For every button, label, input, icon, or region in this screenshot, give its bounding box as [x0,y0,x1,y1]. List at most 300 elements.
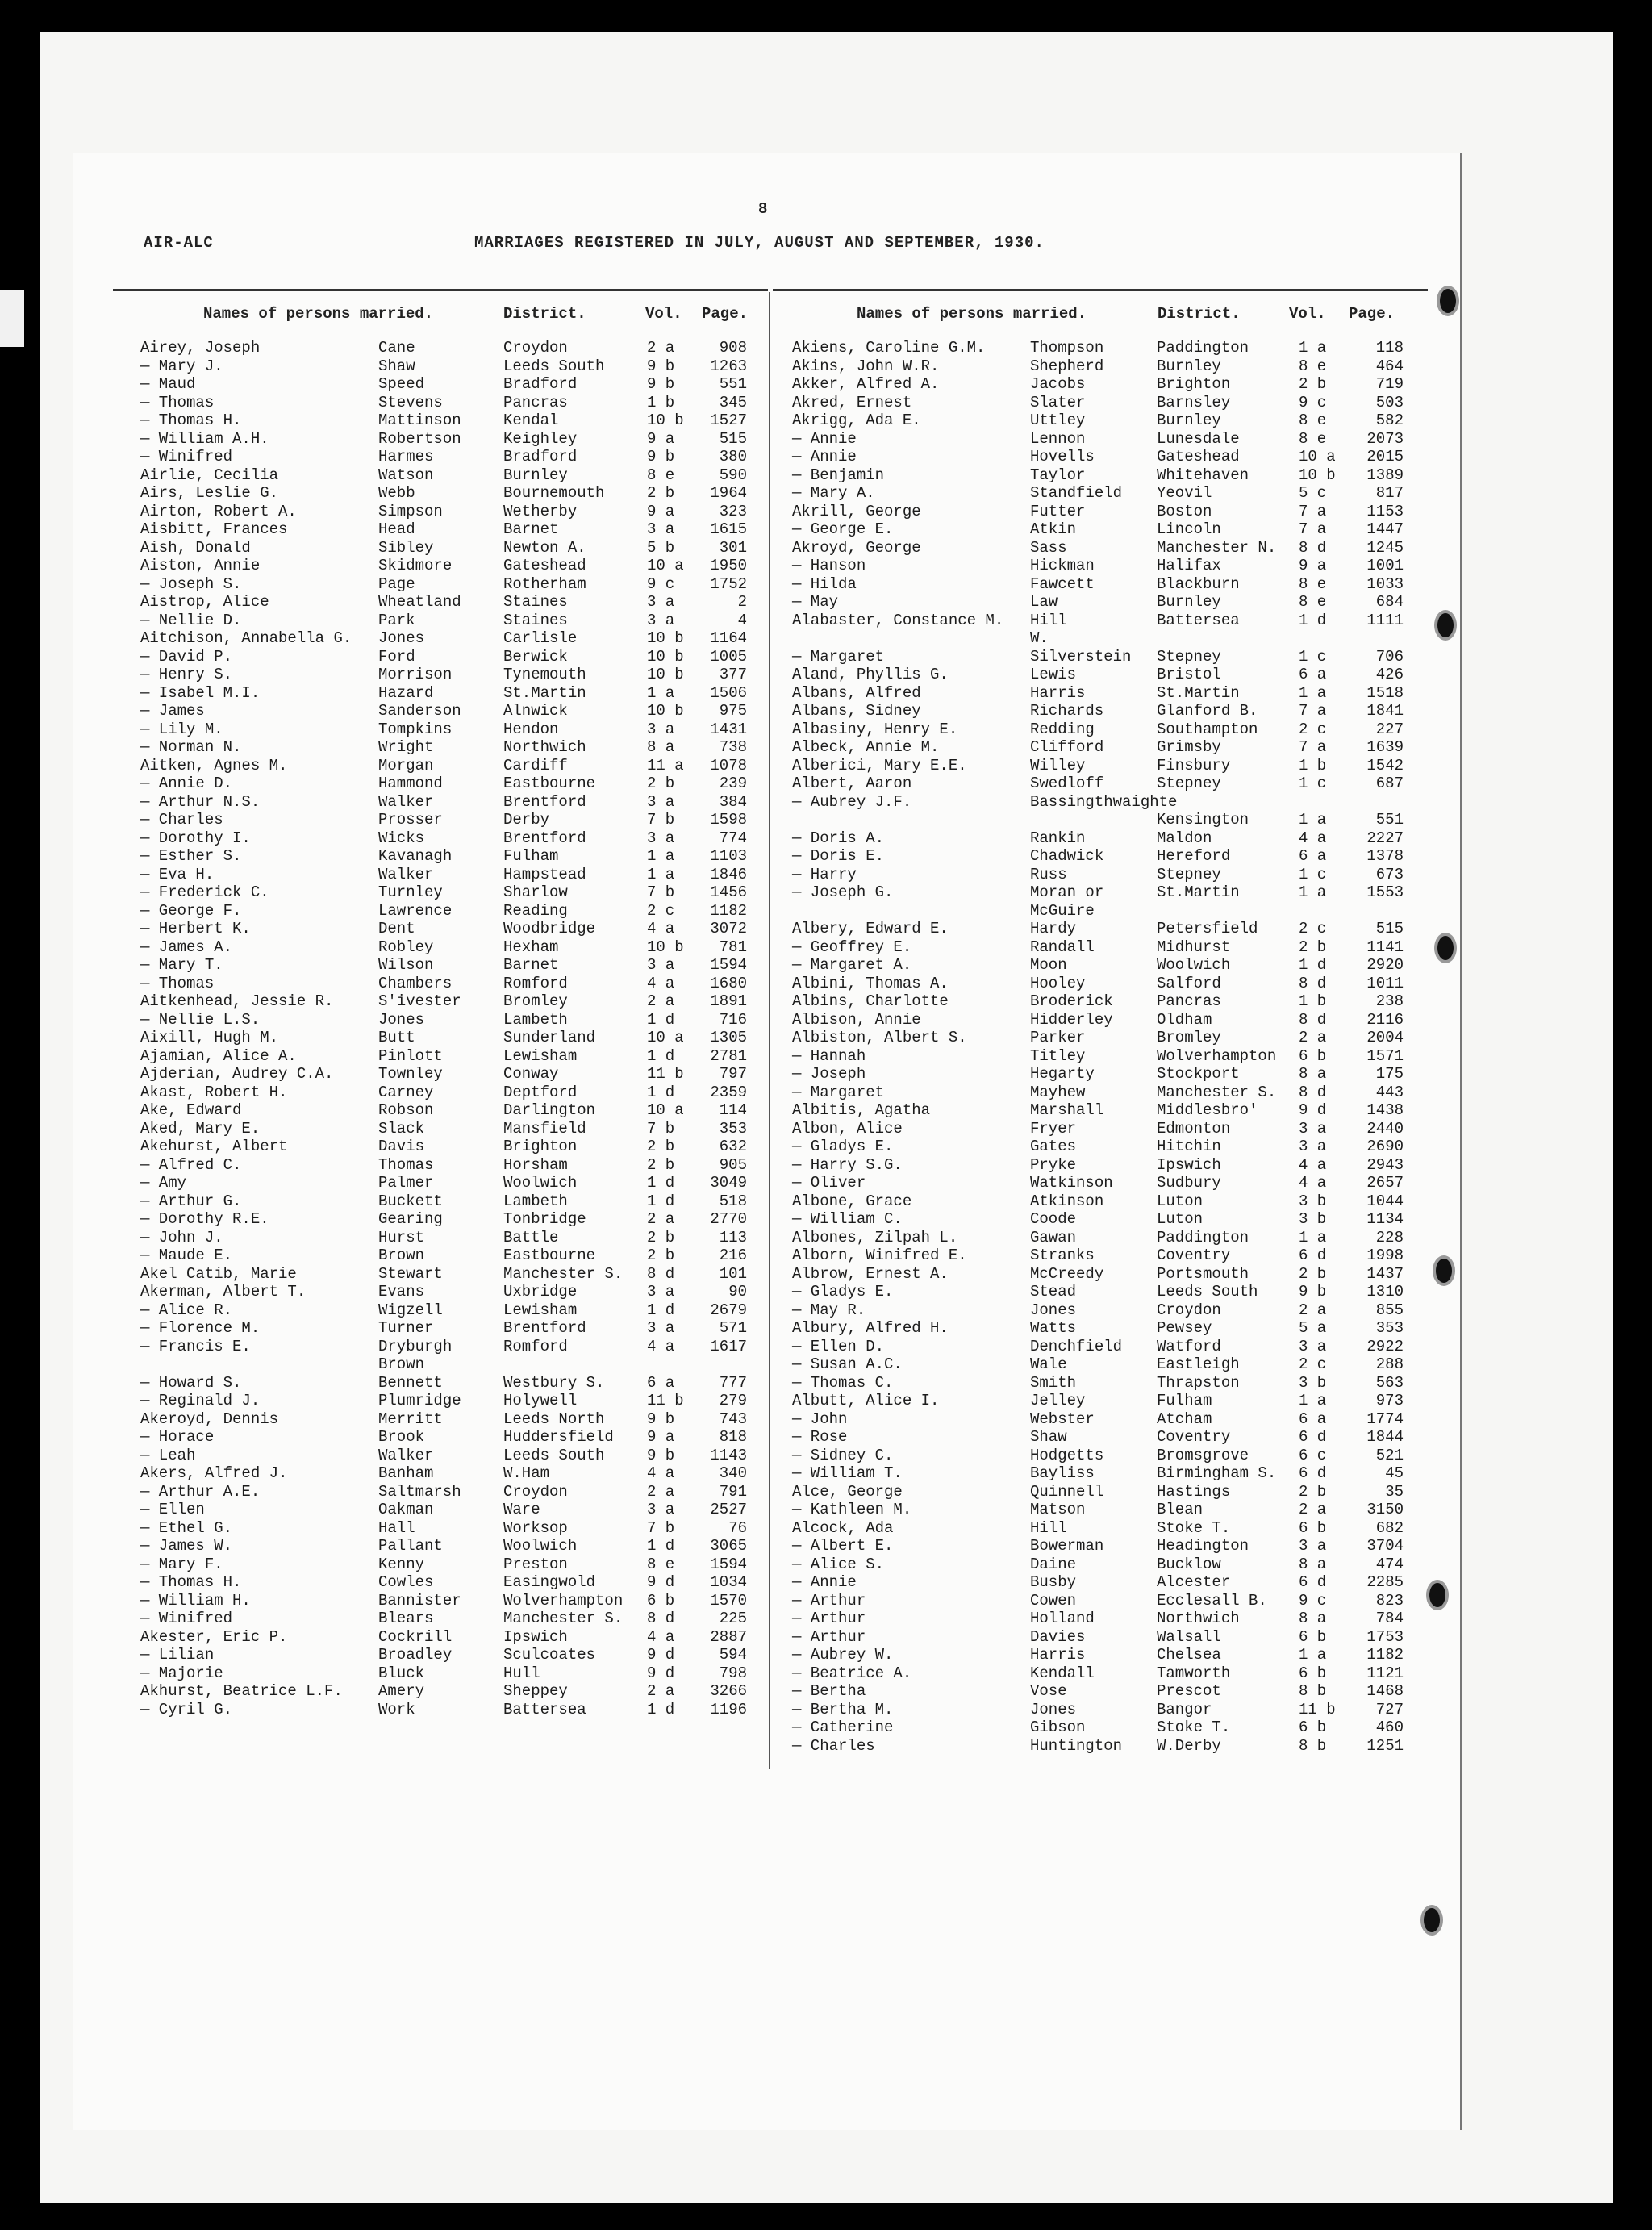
entry-volume: 3 a [647,720,675,738]
entry-volume: 10 b [647,702,684,720]
entry-page: 784 [1375,1610,1404,1627]
entry-district: Midhurst [1157,938,1231,956]
entry-name: — Herbert K. [140,920,251,938]
entry-page: 1594 [710,1555,747,1573]
entry-spouse: Watson [378,466,434,484]
entry-page: 345 [719,393,747,411]
entry-spouse: Prosser [378,811,443,829]
entry-page: 687 [1375,775,1404,792]
entry-volume: 10 a [647,557,684,574]
entry-page: 571 [719,1319,747,1337]
entry-district: Salford [1157,974,1221,992]
entry-spouse: Denchfield [1030,1337,1123,1355]
entry-spouse: Atkinson [1030,1192,1104,1210]
entry-page: 464 [1375,357,1404,375]
entry-district: Gateshead [1157,448,1240,466]
entry-spouse: Wicks [378,829,425,847]
entry-name: — Margaret A. [792,956,912,974]
entry-spouse: Brown [378,1355,425,1373]
entry-volume: 1 c [1299,647,1327,666]
entry-spouse: Moon [1030,956,1067,974]
entry-spouse: Chambers [378,974,453,992]
entry-page: 777 [719,1373,747,1392]
entry-district: Birmingham S. [1157,1464,1277,1482]
entry-district: Brentford [503,792,586,811]
entry-volume: 1 d [647,1010,675,1029]
entry-spouse: Clifford [1030,738,1104,756]
entry-spouse: Wigzell [378,1301,443,1319]
entry-district: Yeovil [1157,484,1212,502]
entry-district: Coventry [1157,1428,1231,1446]
entry-volume: 3 b [1299,1373,1327,1392]
entry-page: 1527 [710,411,747,429]
entry-spouse: Merritt [378,1409,443,1428]
entry-district: Thrapston [1157,1373,1240,1392]
entry-spouse: Plumridge [378,1392,461,1409]
punch-hole [1440,289,1456,313]
entry-name: Airey, Joseph [140,339,261,357]
entry-name: Aiston, Annie [140,557,261,574]
entry-spouse: Brook [378,1428,425,1446]
entry-spouse: Daine [1030,1555,1077,1573]
entry-volume: 9 d [647,1664,675,1682]
entry-volume: 7 b [647,1119,675,1138]
entry-spouse: Lennon [1030,429,1086,448]
entry-name: Aitken, Agnes M. [140,756,288,775]
entry-district: Prescot [1157,1682,1221,1700]
entry-spouse: Dent [378,920,415,938]
entry-district: W.Derby [1157,1736,1221,1755]
entry-spouse: Busby [1030,1573,1077,1591]
entry-page: 2073 [1366,429,1404,448]
entry-volume: 8 e [1299,411,1327,429]
entry-volume: 8 e [647,1555,675,1573]
entry-name: — Annie D. [140,775,233,792]
entry-district: Bradford [503,448,578,466]
entry-spouse: Law [1030,593,1058,611]
entry-spouse: Pryke [1030,1155,1077,1174]
entry-page: 2690 [1366,1138,1404,1155]
entry-district: St.Martin [1157,683,1240,702]
entry-volume: 8 b [1299,1682,1327,1700]
entry-spouse: Thompson [1030,339,1104,357]
entry-name: Ajamian, Alice A. [140,1046,297,1065]
entry-volume: 8 d [647,1610,675,1627]
entry-spouse: Jones [378,1010,425,1029]
entry-district: Lewisham [503,1046,578,1065]
entry-name: Airs, Leslie G. [140,484,279,502]
entry-page: 1431 [710,720,747,738]
entry-spouse: Brown [378,1247,425,1264]
entry-volume: 8 d [1299,1083,1327,1101]
entry-name: — Arthur [792,1591,866,1610]
entry-page: 114 [719,1101,747,1119]
entry-name: — Hilda [792,574,857,593]
entry-name: — Hanson [792,557,866,574]
entry-name: — Bertha M. [792,1700,894,1718]
entry-spouse: Webb [378,484,415,502]
entry-spouse: Cockrill [378,1627,453,1646]
entry-name: — Maude E. [140,1247,233,1264]
entry-district: Sheppey [503,1682,568,1700]
entry-spouse: Morgan [378,756,434,775]
entry-volume: 2 b [647,1155,675,1174]
entry-volume: 3 a [647,593,675,611]
entry-volume: 1 d [647,1537,675,1555]
entry-district: Manchester S. [503,1610,624,1627]
entry-name: Albutt, Alice I. [792,1392,940,1409]
entry-name: Albones, Zilpah L. [792,1228,958,1247]
entry-spouse: Webster [1030,1409,1095,1428]
entry-page: 2920 [1366,956,1404,974]
entry-spouse: Stewart [378,1264,443,1283]
entry-spouse: Jones [1030,1700,1077,1718]
binder-tab [0,290,24,347]
entry-page: 817 [1375,484,1404,502]
entry-spouse: Quinnell [1030,1482,1104,1501]
entry-district: Wetherby [503,502,578,520]
entry-page: 2004 [1366,1029,1404,1046]
entry-page: 2679 [710,1301,747,1319]
entry-spouse: Hovells [1030,448,1095,466]
entry-name: Airlie, Cecilia [140,466,279,484]
entry-spouse: Willey [1030,756,1086,775]
entry-name: — William T. [792,1464,903,1482]
entry-district: Stoke T. [1157,1718,1231,1736]
entry-page: 3049 [710,1174,747,1192]
entry-spouse: Sass [1030,538,1067,557]
entry-volume: 4 a [647,1337,675,1355]
entry-volume: 10 a [647,1101,684,1119]
entry-name: — Horace [140,1428,215,1446]
entry-page: 1571 [1366,1046,1404,1065]
entry-district: Leeds North [503,1409,605,1428]
entry-page: 908 [719,339,747,357]
left-heading-district: District. [503,305,586,323]
entry-district: Sunderland [503,1029,596,1046]
entry-district: Sculcoates [503,1646,596,1664]
entry-page: 682 [1375,1518,1404,1537]
entry-page: 781 [719,938,747,956]
entry-name: Aisbitt, Frances [140,520,288,538]
entry-district: Oldham [1157,1010,1212,1029]
entry-spouse: S'ivester [378,992,461,1010]
entry-spouse: Hegarty [1030,1065,1095,1083]
entry-volume: 1 b [1299,756,1327,775]
entry-volume: 2 b [1299,1482,1327,1501]
entry-page: 2527 [710,1501,747,1518]
entry-volume: 2 b [1299,375,1327,393]
entry-spouse: Robley [378,938,434,956]
entry-volume: 9 c [647,574,675,593]
entry-spouse: Moran or [1030,883,1104,901]
entry-name: — Thomas C. [792,1373,894,1392]
entry-page: 380 [719,448,747,466]
entry-name: Albeck, Annie M. [792,738,940,756]
entry-district: Kensington [1157,811,1249,829]
entry-district: Huddersfield [503,1428,614,1446]
entry-spouse: Hodgetts [1030,1446,1104,1464]
entry-name: Akerman, Albert T. [140,1283,307,1301]
entry-page: 2015 [1366,448,1404,466]
entry-name: — Aubrey J.F. [792,792,912,811]
entry-spouse: Lawrence [378,901,453,920]
entry-spouse: Robertson [378,429,461,448]
entry-district: Wolverhampton [1157,1046,1277,1065]
entry-district: Staines [503,593,568,611]
entry-page: 1182 [1366,1646,1404,1664]
entry-spouse: Watts [1030,1319,1077,1337]
entry-spouse: Davis [378,1138,425,1155]
entry-name: — May R. [792,1301,866,1319]
entry-page: 1111 [1366,611,1404,629]
entry-name: — Gladys E. [792,1283,894,1301]
entry-spouse: Fawcett [1030,574,1095,593]
entry-district: Preston [503,1555,568,1573]
entry-spouse: Bassingthwaighte [1030,792,1178,811]
entry-district: Staines [503,611,568,629]
entry-district: Conway [503,1065,559,1083]
entry-district: Burnley [1157,357,1221,375]
entry-page: 684 [1375,593,1404,611]
entry-page: 1134 [1366,1210,1404,1228]
entry-volume: 6 b [647,1591,675,1610]
entry-name: — Annie [792,1573,857,1591]
entry-name: Albini, Thomas A. [792,974,949,992]
entry-volume: 4 a [1299,1155,1327,1174]
entry-name: — Ethel G. [140,1518,233,1537]
entry-district: Berwick [503,647,568,666]
entry-volume: 10 a [1299,448,1336,466]
entry-page: 1639 [1366,738,1404,756]
entry-district: Halifax [1157,557,1221,574]
entry-district: Bristol [1157,666,1221,683]
entry-district: Battersea [1157,611,1240,629]
entry-district: Hereford [1157,847,1231,865]
entry-district: Brentford [503,1319,586,1337]
entry-district: Carlisle [503,629,578,647]
entry-district: Chelsea [1157,1646,1221,1664]
entry-district: Petersfield [1157,920,1258,938]
entry-page: 279 [719,1392,747,1409]
entry-page: 2943 [1366,1155,1404,1174]
entry-spouse: Bayliss [1030,1464,1095,1482]
entry-district: Blean [1157,1501,1204,1518]
entry-page: 426 [1375,666,1404,683]
entry-volume: 10 b [647,629,684,647]
entry-name: — Reginald J. [140,1392,261,1409]
entry-spouse: Kavanagh [378,847,453,865]
entry-volume: 9 b [647,375,675,393]
entry-spouse: Mayhew [1030,1083,1086,1101]
punch-hole [1429,1583,1446,1607]
entry-page: 551 [719,375,747,393]
entry-page: 727 [1375,1700,1404,1718]
entry-volume: 10 b [1299,466,1336,484]
entry-district: Eastbourne [503,1247,596,1264]
entry-name: Akrigg, Ada E. [792,411,921,429]
entry-spouse: Cowles [378,1573,434,1591]
entry-page: 1950 [710,557,747,574]
entry-page: 101 [719,1264,747,1283]
entry-name: — Lily M. [140,720,223,738]
entry-name: — Beatrice A. [792,1664,912,1682]
entry-page: 673 [1375,865,1404,883]
entry-spouse: Randall [1030,938,1095,956]
entry-spouse: Bannister [378,1591,461,1610]
entry-page: 2440 [1366,1119,1404,1138]
entry-page: 2227 [1366,829,1404,847]
entry-district: Derby [503,811,550,829]
entry-volume: 7 b [647,1518,675,1537]
entry-spouse: Turnley [378,883,443,901]
entry-page: 798 [719,1664,747,1682]
entry-volume: 8 d [647,1264,675,1283]
entry-page: 443 [1375,1083,1404,1101]
entry-spouse: Evans [378,1283,425,1301]
entry-volume: 2 c [647,901,675,920]
entry-spouse: Walker [378,792,434,811]
entry-spouse: Turner [378,1319,434,1337]
entry-name: — Arthur G. [140,1192,242,1210]
entry-spouse: Harmes [378,448,434,466]
entry-page: 818 [719,1428,747,1446]
entry-name: — Annie [792,448,857,466]
entry-spouse: Marshall [1030,1101,1104,1119]
entry-spouse: Bennett [378,1373,443,1392]
entry-spouse: Blears [378,1610,434,1627]
entry-volume: 8 e [1299,357,1327,375]
entry-page: 2657 [1366,1174,1404,1192]
entry-name: — Mary T. [140,956,223,974]
entry-page: 791 [719,1482,747,1501]
entry-district: Alnwick [503,702,568,720]
entry-page: 2359 [710,1083,747,1101]
entry-district: Hastings [1157,1482,1231,1501]
entry-page: 1438 [1366,1101,1404,1119]
entry-volume: 3 a [647,520,675,538]
entry-name: — Rose [792,1428,848,1446]
entry-spouse: Watkinson [1030,1174,1113,1192]
entry-page: 3266 [710,1682,747,1700]
entry-district: Holywell [503,1392,578,1409]
entry-volume: 1 a [1299,1228,1327,1247]
entry-name: — Alfred C. [140,1155,242,1174]
entry-volume: 6 a [1299,666,1327,683]
entry-district: Battersea [503,1700,586,1718]
entry-volume: 2 a [647,339,675,357]
entry-name: Ake, Edward [140,1101,242,1119]
entry-page: 2770 [710,1210,747,1228]
entry-volume: 2 a [1299,1501,1327,1518]
entry-district: Luton [1157,1192,1204,1210]
entry-page: 3065 [710,1537,747,1555]
entry-page: 1506 [710,683,747,702]
entry-page: 1437 [1366,1264,1404,1283]
entry-name: Akast, Robert H. [140,1083,288,1101]
entry-name: — Margaret [792,647,885,666]
entry-volume: 6 b [1299,1718,1327,1736]
entry-spouse: Shaw [378,357,415,375]
entry-district: Pewsey [1157,1319,1212,1337]
entry-district: Croydon [503,339,568,357]
entry-volume: 9 a [647,1428,675,1446]
entry-name: — Geoffrey E. [792,938,912,956]
entry-spouse: Uttley [1030,411,1086,429]
entry-page: 1680 [710,974,747,992]
entry-name: — William H. [140,1591,251,1610]
entry-spouse: Wale [1030,1355,1067,1373]
entry-name: Akroyd, George [792,538,921,557]
entry-page: 216 [719,1247,747,1264]
entry-page: 90 [728,1283,747,1301]
entry-page: 743 [719,1409,747,1428]
entry-page: 1468 [1366,1682,1404,1700]
entry-volume: 6 b [1299,1664,1327,1682]
entry-district: Gateshead [503,557,586,574]
entry-spouse: Cane [378,339,415,357]
entry-spouse: Hidderley [1030,1010,1113,1029]
entry-volume: 9 b [647,357,675,375]
entry-volume: 2 b [1299,938,1327,956]
entry-district: Burnley [1157,593,1221,611]
entry-name: Albon, Alice [792,1119,903,1138]
entry-page: 3150 [1366,1501,1404,1518]
entry-volume: 3 a [647,829,675,847]
entry-district: Horsham [503,1155,568,1174]
entry-district: Hitchin [1157,1138,1221,1155]
entry-name: — Joseph S. [140,574,242,593]
entry-district: Lunesdale [1157,429,1240,448]
entry-district: Burnley [503,466,568,484]
entry-page: 301 [719,538,747,557]
entry-spouse: Butt [378,1029,415,1046]
entry-page: 1964 [710,484,747,502]
entry-spouse: Hooley [1030,974,1086,992]
entry-spouse: Kendall [1030,1664,1095,1682]
entry-name: — George E. [792,520,894,538]
entry-volume: 9 d [1299,1101,1327,1119]
entry-name: — Nellie D. [140,611,242,629]
entry-district: Stepney [1157,775,1221,792]
entry-district: Reading [503,901,568,920]
entry-volume: 2 c [1299,1355,1327,1373]
entry-spouse: Hammond [378,775,443,792]
entry-district: Brighton [503,1138,578,1155]
entry-volume: 9 c [1299,1591,1327,1610]
page-title: MARRIAGES REGISTERED IN JULY, AUGUST AND SEPTEMBER, 1930. [474,234,1045,252]
entry-volume: 3 a [1299,1537,1327,1555]
entry-volume: 1 d [647,1700,675,1718]
entry-spouse: Park [378,611,415,629]
entry-volume: 6 b [1299,1518,1327,1537]
entry-volume: 7 b [647,811,675,829]
entry-volume: 8 e [647,466,675,484]
entry-spouse: Palmer [378,1174,434,1192]
entry-name: — Dorothy R.E. [140,1210,269,1228]
entry-name: Alberici, Mary E.E. [792,756,967,775]
entry-district: Whitehaven [1157,466,1249,484]
entry-district: Pancras [1157,992,1221,1010]
entry-name: — Aubrey W. [792,1646,894,1664]
entry-page: 1615 [710,520,747,538]
entry-page: 1998 [1366,1247,1404,1264]
entry-name: — Gladys E. [792,1138,894,1155]
entry-page: 1103 [710,847,747,865]
entry-spouse: Slater [1030,393,1086,411]
entry-page: 1774 [1366,1409,1404,1428]
entry-district: Coventry [1157,1247,1231,1264]
